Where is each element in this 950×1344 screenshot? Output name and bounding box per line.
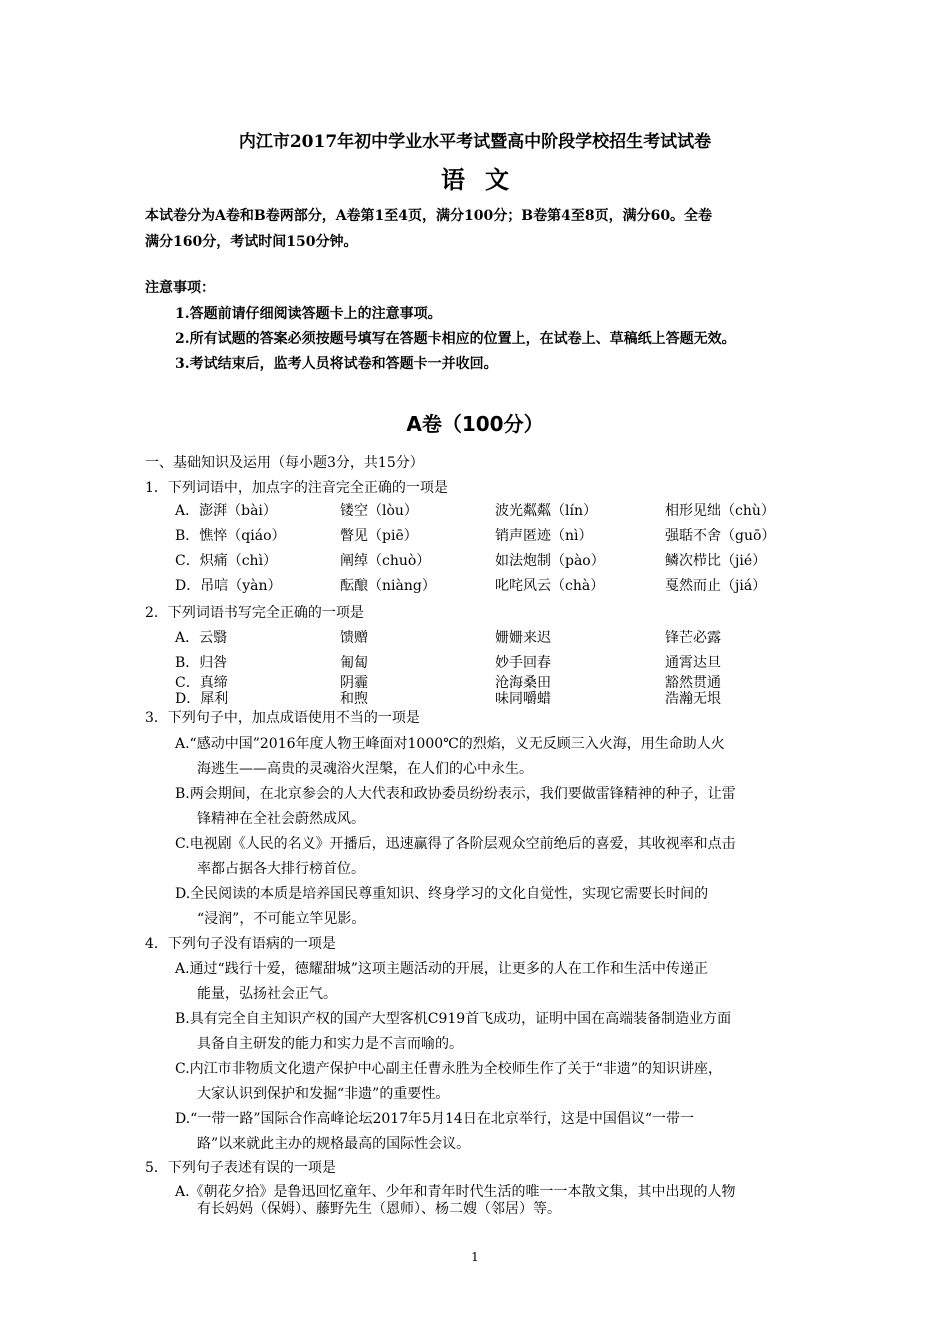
question-1-stem: 1．下列词语中，加点字的注音完全正确的一项是 [145,480,448,496]
subject-title: 语文 [441,165,529,194]
question-2-stem: 2．下列词语书写完全正确的一项是 [145,605,364,621]
q3-option-line: 锋精神在全社会蔚然成风。 [197,811,365,827]
q2-option: 锋芒必露 [665,630,721,646]
question-3-stem: 3．下列句子中，加点成语使用不当的一项是 [145,710,420,726]
q3-option-line: B.两会期间，在北京参会的人大代表和政协委员纷纷表示，我们要做雷锋精神的种子，让雷 [175,786,736,802]
q1-option: 如法炮制（pào） [495,553,605,569]
q5-option-line: 有长妈妈（保姆）、藤野先生（恩师）、杨二嫂（邻居）等。 [197,1201,561,1217]
page-number: 1 [471,1250,479,1264]
q3-option-line: 率都占据各大排行榜首位。 [197,861,365,877]
q5-option-line: A.《朝花夕拾》是鲁迅回忆童年、少年和青年时代生活的唯一一本散文集，其中出现的人物 [175,1184,736,1200]
q1-option: B．憔悴（qiáo） [175,528,286,544]
q4-option-line: 具备自主研发的能力和实力是不言而喻的。 [197,1036,463,1052]
q1-option: 叱咤风云（chà） [495,578,605,594]
q1-option: 酝酿（niàng） [340,578,436,594]
exam-title: 内江市2017年初中学业水平考试暨高中阶段学校招生考试试卷 [238,132,712,152]
q2-option: 沧海桑田 [495,675,551,691]
part-title: 一、基础知识及运用（每小题3分，共15分） [145,455,424,471]
q1-option: 鳞次栉比（jié） [665,553,767,569]
q4-option-line: 能量，弘扬社会正气。 [197,986,337,1002]
notice-item: 3.考试结束后，监考人员将试卷和答题卡一并收回。 [175,356,498,372]
q1-option: 瞥见（piē） [340,528,418,544]
q2-option: 和煦 [340,691,368,707]
q2-option: 姗姗来迟 [495,630,551,646]
q4-option-line: D.“一带一路”国际合作高峰论坛2017年5月14日在北京举行，这是中国倡议“一带一 [175,1111,694,1127]
q1-option: 阐绰（chuò） [340,553,431,569]
section-title: A卷（100分） [406,412,544,436]
q2-option: 阴霾 [340,675,368,691]
q4-option-line: 大家认识到保护和发掘“非遗”的重要性。 [197,1086,450,1102]
q2-option: 味同嚼蜡 [495,691,551,707]
question-4-stem: 4．下列句子没有语病的一项是 [145,936,336,952]
q2-option: B．归咎 [175,655,228,671]
q2-option: 浩瀚无垠 [665,691,721,707]
q1-option: 戛然而止（jiá） [665,578,767,594]
q1-option: 镂空（lòu） [340,503,418,519]
q1-option: 销声匿迹（nì） [495,528,593,544]
q4-option-line: C.内江市非物质文化遗产保护中心副主任曹永胜为全校师生作了关于“非遗”的知识讲座， [175,1061,722,1077]
q2-option: 通霄达旦 [665,655,721,671]
q3-option-line: “浸润”，不可能立竿见影。 [197,911,366,927]
q2-option: 妙手回春 [495,655,551,671]
q1-option: 强聒不舍（guō） [665,528,776,544]
q2-option: D．犀利 [175,691,229,707]
q1-option: C．炽痛（chì） [175,553,278,569]
q3-option-line: C.电视剧《人民的名义》开播后，迅速赢得了各阶层观众空前绝后的喜爱，其收视率和点击 [175,836,736,852]
q2-option: 馈赠 [340,630,368,646]
q1-option: 波光粼粼（lín） [495,503,597,519]
notice-title: 注意事项： [145,280,215,296]
notice-item: 2.所有试题的答案必须按题号填写在答题卡相应的位置上，在试卷上、草稿纸上答题无效。 [175,331,736,347]
q4-option-line: A.通过“践行十爱，德耀甜城”这项主题活动的开展，让更多的人在工作和生活中传递正 [175,961,708,977]
question-5-stem: 5．下列句子表述有误的一项是 [145,1160,336,1176]
q3-option-line: D.全民阅读的本质是培养国民尊重知识、终身学习的文化自觉性，实现它需要长时间的 [175,886,709,902]
intro-line-2: 满分160分，考试时间150分钟。 [145,234,358,250]
q2-option: A．云翳 [175,630,228,646]
q1-option: 相形见绌（chù） [665,503,775,519]
q4-option-line: 路”以来就此主办的规格最高的国际性会议。 [197,1136,471,1152]
q3-option-line: A.“感动中国”2016年度人物王峰面对1000℃的烈焰，义无反顾三入火海，用生命助人火 [175,736,725,752]
q1-option: D．吊唁（yàn） [175,578,282,594]
q2-option: 豁然贯通 [665,675,721,691]
q4-option-line: B.具有完全自主知识产权的国产大型客机C919首飞成功，证明中国在高端装备制造业方面 [175,1011,732,1027]
notice-item: 1.答题前请仔细阅读答题卡上的注意事项。 [175,306,442,322]
q3-option-line: 海逃生——高贵的灵魂浴火涅槃，在人们的心中永生。 [197,761,533,777]
q2-option: 匍匐 [340,655,368,671]
q1-option: A．澎湃（bài） [175,503,277,519]
intro-line-1: 本试卷分为A卷和B卷两部分，A卷第1至4页，满分100分；B卷第4至8页，满分60。全卷 [145,208,713,224]
q2-option: C．真缔 [175,675,228,691]
